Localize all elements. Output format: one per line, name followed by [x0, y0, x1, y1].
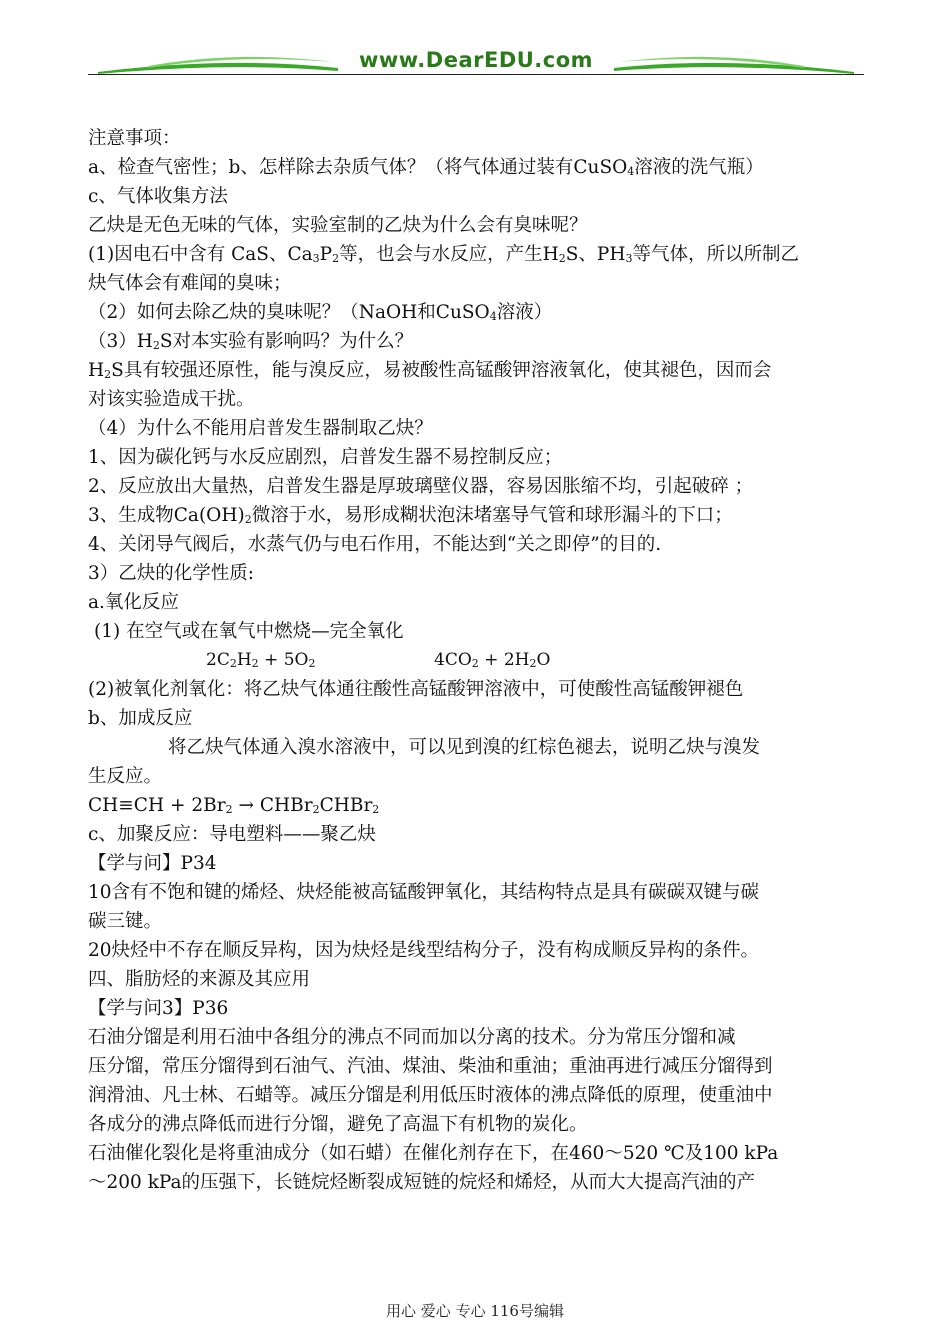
- text-run: + 2H: [478, 650, 530, 670]
- subscript: 4: [627, 165, 635, 178]
- text-run: 四、脂肪烃的来源及其应用: [88, 969, 311, 990]
- text-run: H: [236, 650, 252, 670]
- text-line: [88, 356, 868, 385]
- subscript: 2: [312, 803, 320, 816]
- text-run: 等，也会与水反应，产生H: [339, 244, 559, 265]
- subscript: 2: [372, 803, 380, 816]
- text-run: c、气体收集方法: [88, 186, 228, 207]
- subscript: 2: [152, 339, 160, 352]
- text-line: [88, 211, 868, 240]
- text-run: 4CO: [434, 650, 472, 670]
- text-line: [88, 907, 868, 936]
- text-run: 碳三键。: [88, 911, 163, 932]
- text-line: [88, 849, 868, 878]
- text-run: c、加聚反应：导电塑料——聚乙炔: [88, 824, 376, 845]
- text-line: [88, 762, 868, 791]
- text-run: ～200 kPa的压强下，长链烷烃断裂成短链的烷烃和烯烃，从而大大提高汽油的产: [88, 1172, 756, 1193]
- text-run: 压分馏，常压分馏得到石油气、汽油、煤油、柴油和重油；重油再进行减压分馏得到: [88, 1056, 773, 1077]
- text-line: [88, 733, 868, 762]
- text-run: S、PH: [565, 244, 626, 265]
- text-run: 溶液的洗气瓶）: [634, 157, 764, 178]
- text-run: CHBr: [319, 795, 373, 816]
- subscript: 3: [312, 252, 320, 265]
- text-run: 1、因为碳化钙与水反应剧烈，启普发生器不易控制反应；: [88, 447, 563, 468]
- text-run: a.氧化反应: [88, 592, 179, 613]
- text-line: [88, 414, 868, 443]
- text-line: [88, 298, 868, 327]
- text-run: P: [319, 244, 333, 265]
- text-line: [88, 182, 868, 211]
- text-run: O: [536, 650, 551, 670]
- text-line: [88, 878, 868, 907]
- text-run: 微溶于水，易形成糊状泡沫堵塞导气管和球形漏斗的下口；: [251, 505, 733, 526]
- text-run: (1) 在空气或在氧气中燃烧—完全氧化: [94, 621, 404, 642]
- text-run: S具有较强还原性，能与溴反应，易被酸性高锰酸钾溶液氧化，使其褪色，因而会: [111, 360, 772, 381]
- equation-rhs: [434, 650, 550, 670]
- subscript: 2: [225, 803, 233, 816]
- subscript: 2: [308, 657, 316, 670]
- text-line: [88, 1052, 868, 1081]
- subscript: 2: [229, 657, 237, 670]
- text-run: 【学与问】P34: [88, 853, 217, 874]
- text-run: 润滑油、凡士林、石蜡等。减压分馏是利用低压时液体的沸点降低的原理，使重油中: [88, 1085, 773, 1106]
- subscript: 2: [558, 252, 566, 265]
- text-run: → CHBr: [232, 795, 313, 816]
- text-line: [88, 327, 868, 356]
- text-run: 炔气体会有难闻的臭味；: [88, 273, 292, 294]
- text-line: [88, 240, 868, 269]
- text-run: 各成分的沸点降低而进行分馏，避免了高温下有机物的炭化。: [88, 1114, 588, 1135]
- text-line: [88, 559, 868, 588]
- text-run: 10含有不饱和键的烯烃、炔烃能被高锰酸钾氧化，其结构特点是具有碳碳双键与碳: [88, 882, 760, 903]
- subscript: 3: [625, 252, 633, 265]
- text-run: 20炔烃中不存在顺反异构，因为炔烃是线型结构分子，没有构成顺反异构的条件。: [88, 940, 760, 961]
- text-run: 将乙炔气体通入溴水溶液中，可以见到溴的红棕色褪去，说明乙炔与溴发: [168, 737, 761, 758]
- text-line: [88, 675, 868, 704]
- text-run: 乙炔是无色无味的气体，实验室制的乙炔为什么会有臭味呢？: [88, 215, 588, 236]
- header-rule: [88, 74, 864, 75]
- text-run: 3、生成物Ca(OH): [88, 505, 245, 526]
- text-run: 石油分馏是利用石油中各组分的沸点不同而加以分离的技术。分为常压分馏和减: [88, 1027, 736, 1048]
- text-run: 【学与问3】P36: [88, 998, 229, 1019]
- text-line: [88, 1168, 868, 1197]
- text-line: [88, 994, 868, 1023]
- text-line: [88, 124, 868, 153]
- text-run: 2C: [206, 650, 230, 670]
- text-line: [88, 1081, 868, 1110]
- equation-line: [88, 646, 868, 675]
- equation-lhs: [88, 646, 434, 675]
- text-run: 3）乙炔的化学性质:: [88, 563, 255, 584]
- text-run: CH≡CH + 2Br: [88, 795, 226, 816]
- text-run: H: [88, 360, 105, 381]
- text-line: [88, 385, 868, 414]
- text-run: （4）为什么不能用启普发生器制取乙炔？: [88, 418, 433, 439]
- text-run: 生反应。: [88, 766, 163, 787]
- subscript: 2: [529, 657, 537, 670]
- subscript: 2: [471, 657, 479, 670]
- text-line: [88, 704, 868, 733]
- subscript: 2: [332, 252, 340, 265]
- text-run: S对本实验有影响吗？为什么？: [159, 331, 414, 352]
- text-run: （3）H: [88, 331, 153, 352]
- text-run: (1)因电石中含有 CaS、Ca: [88, 244, 313, 265]
- text-run: 等气体，所以所制乙: [632, 244, 800, 265]
- text-line: [88, 936, 868, 965]
- text-run: + 5O: [258, 650, 309, 670]
- text-run: （2）如何去除乙炔的臭味呢？（NaOH和CuSO: [88, 302, 490, 323]
- text-line: [88, 820, 868, 849]
- text-run: b、加成反应: [88, 708, 193, 729]
- site-header: [88, 44, 864, 78]
- text-run: 石油催化裂化是将重油成分（如石蜡）在催化剂存在下，在460～520 ℃及100 kPa: [88, 1143, 779, 1164]
- text-line: [88, 153, 868, 182]
- text-run: (2)被氧化剂氧化：将乙炔气体通往酸性高锰酸钾溶液中，可使酸性高锰酸钾褪色: [88, 679, 744, 700]
- subscript: 2: [244, 513, 252, 526]
- text-run: 注意事项：: [88, 128, 181, 149]
- text-line: [88, 791, 868, 820]
- text-line: [88, 269, 868, 298]
- text-line: [88, 530, 868, 559]
- text-line: [88, 443, 868, 472]
- text-line: [88, 472, 868, 501]
- text-run: 2、反应放出大量热，启普发生器是厚玻璃壁仪器，容易因胀缩不均，引起破碎 ；: [88, 476, 754, 497]
- subscript: 2: [104, 368, 112, 381]
- subscript: 4: [489, 310, 497, 323]
- document-body: [88, 124, 868, 1197]
- site-logo[interactable]: www.DearEDU.com: [358, 48, 594, 72]
- text-run: 4、关闭导气阀后，水蒸气仍与电石作用，不能达到“关之即停”的目的.: [88, 534, 662, 555]
- text-line: [88, 1139, 868, 1168]
- page-footer: 用心 爱心 专心 116号编辑: [386, 1302, 564, 1320]
- text-line: [88, 1110, 868, 1139]
- text-run: 溶液）: [496, 302, 553, 323]
- text-run: 对该实验造成干扰。: [88, 389, 255, 410]
- text-line: [88, 588, 868, 617]
- text-line: [88, 617, 868, 646]
- text-line: [88, 1023, 868, 1052]
- text-run: a、检查气密性；b、怎样除去杂质气体？（将气体通过装有CuSO: [88, 157, 628, 178]
- subscript: 2: [251, 657, 259, 670]
- text-line: [88, 965, 868, 994]
- text-line: [88, 501, 868, 530]
